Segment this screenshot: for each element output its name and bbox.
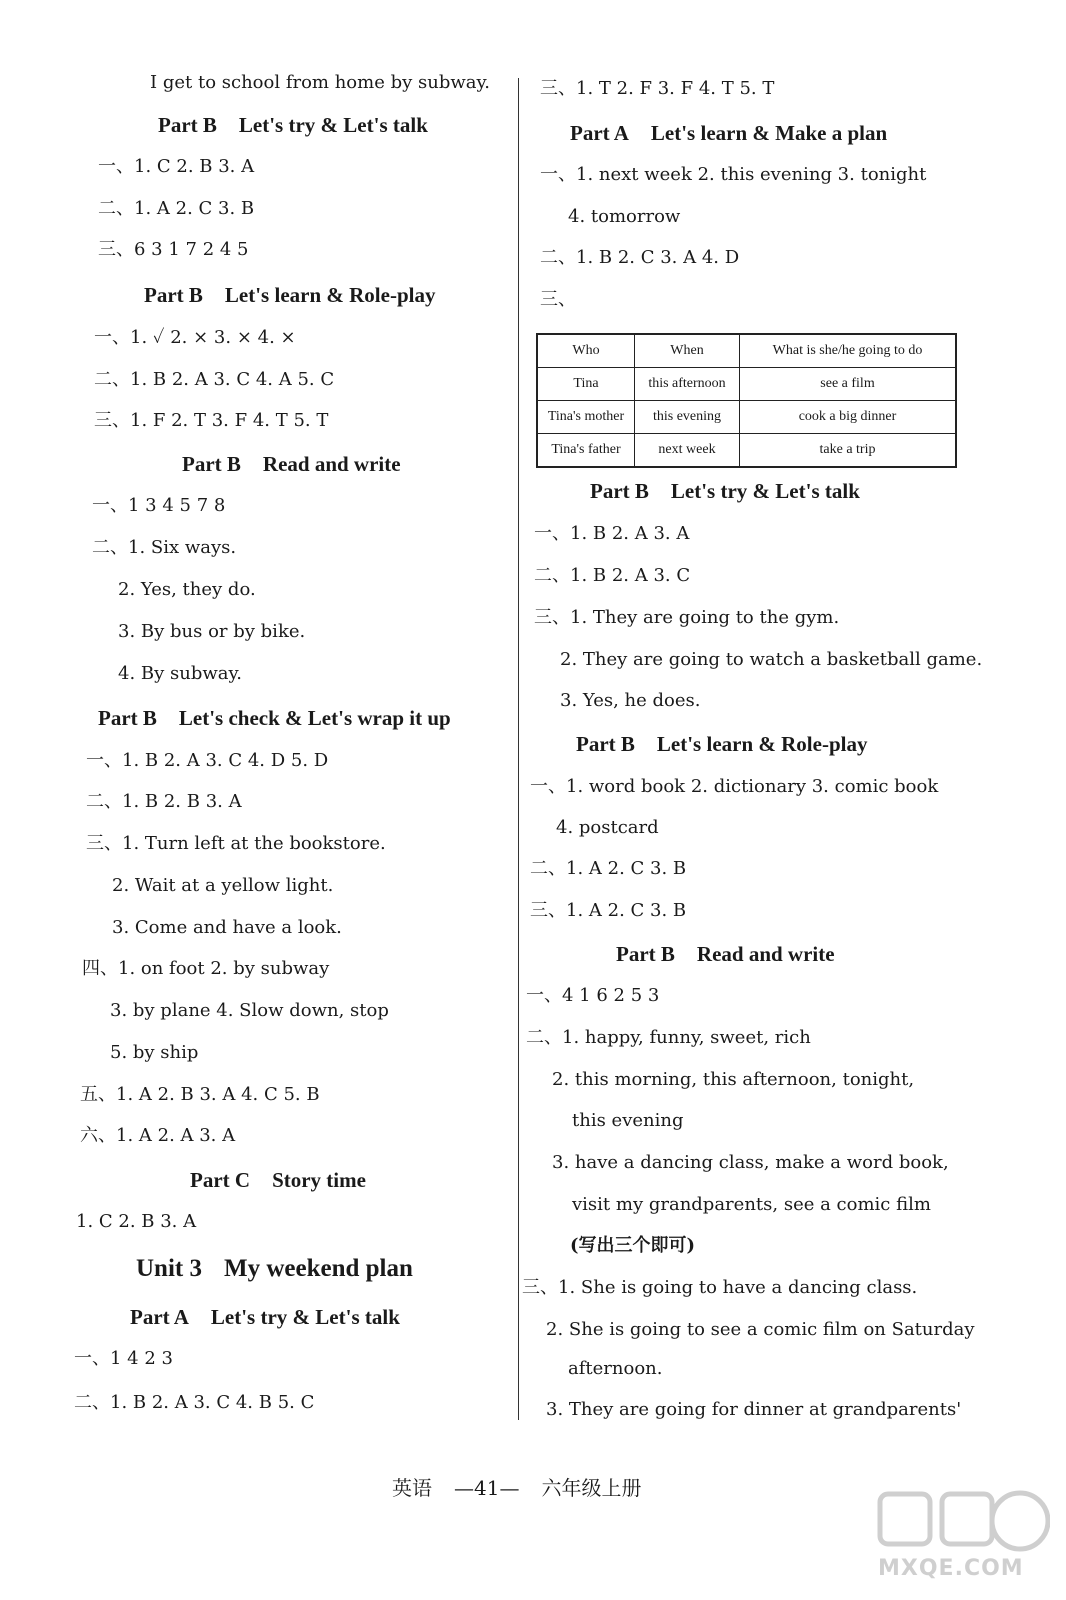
answer-line: 一、1. ✓ 2. × 3. × 4. × bbox=[94, 327, 296, 348]
heading-title: Read and write bbox=[696, 942, 835, 966]
heading-title: Let's try & Let's talk bbox=[210, 1305, 400, 1329]
watermark-text: MXQE.COM bbox=[878, 1556, 1024, 1581]
table-cell: this evening bbox=[635, 401, 740, 434]
answer-line: 2. Wait at a yellow light. bbox=[112, 875, 334, 896]
answer-line: 2. She is going to see a comic film on Saturday bbox=[546, 1319, 975, 1340]
section-heading bbox=[130, 1304, 400, 1330]
heading-title: Let's learn & Make a plan bbox=[650, 121, 888, 145]
section-heading bbox=[182, 451, 401, 477]
table-header-cell: When bbox=[635, 334, 740, 368]
answer-line: 二、1. Six ways. bbox=[92, 537, 237, 558]
answer-line: 三、1. T 2. F 3. F 4. T 5. T bbox=[540, 78, 775, 99]
heading-part: Part B bbox=[590, 479, 649, 503]
answer-line: 一、1 4 2 3 bbox=[74, 1348, 173, 1369]
table-header-row bbox=[537, 334, 956, 368]
table-cell: cook a big dinner bbox=[740, 401, 957, 434]
answer-line: 二、1. B 2. A 3. C 4. A 5. C bbox=[94, 369, 335, 390]
answer-line: 一、1. B 2. A 3. A bbox=[534, 523, 690, 544]
answer-line: 三、1. They are going to the gym. bbox=[534, 607, 840, 628]
footer-grade: 六年级上册 bbox=[541, 1476, 642, 1500]
heading-part: Part B bbox=[98, 706, 157, 730]
section-heading bbox=[616, 941, 835, 967]
heading-part: Part B bbox=[144, 283, 203, 307]
answer-line: 一、1. B 2. A 3. C 4. D 5. D bbox=[86, 750, 329, 771]
answer-line: 三、1. Turn left at the bookstore. bbox=[86, 833, 386, 854]
unit-number: Unit 3 bbox=[136, 1255, 202, 1282]
section-heading bbox=[190, 1167, 366, 1193]
answer-line: 3. By bus or by bike. bbox=[118, 621, 306, 642]
table-cell: take a trip bbox=[740, 434, 957, 468]
watermark-logo bbox=[870, 1486, 1050, 1586]
answer-line: 1. C 2. B 3. A bbox=[76, 1211, 197, 1232]
footer-subject: 英语 bbox=[392, 1476, 432, 1500]
table-cell: Tina bbox=[537, 368, 635, 401]
table-header-cell: What is she/he going to do bbox=[740, 334, 957, 368]
answer-line: 2. this morning, this afternoon, tonight, bbox=[552, 1069, 915, 1090]
section-heading bbox=[144, 282, 435, 308]
heading-part: Part C bbox=[190, 1168, 251, 1192]
table-row bbox=[537, 368, 956, 401]
answer-line: 六、1. A 2. A 3. A bbox=[80, 1125, 236, 1146]
answer-line: 三、 bbox=[540, 289, 576, 310]
answer-line: 2. Yes, they do. bbox=[118, 579, 256, 600]
heading-part: Part B bbox=[158, 113, 217, 137]
answer-line: afternoon. bbox=[568, 1358, 663, 1379]
answer-line: 5. by ship bbox=[110, 1042, 199, 1063]
table-cell: Tina's father bbox=[537, 434, 635, 468]
heading-title: Let's try & Let's talk bbox=[670, 479, 860, 503]
answer-line: 二、1. A 2. C 3. B bbox=[98, 198, 255, 219]
section-heading bbox=[570, 120, 887, 146]
table-cell: this afternoon bbox=[635, 368, 740, 401]
unit-title: My weekend plan bbox=[223, 1255, 413, 1282]
table-cell: see a film bbox=[740, 368, 957, 401]
answer-line: 二、1. A 2. C 3. B bbox=[530, 858, 687, 879]
table-header-cell: Who bbox=[537, 334, 635, 368]
heading-part: Part B bbox=[576, 732, 635, 756]
answer-line: 一、1. C 2. B 3. A bbox=[98, 156, 255, 177]
answer-line: 3. Yes, he does. bbox=[560, 690, 701, 711]
answer-line: 一、1. next week 2. this evening 3. tonight bbox=[540, 164, 927, 185]
heading-part: Part B bbox=[182, 452, 241, 476]
page-footer bbox=[392, 1472, 663, 1501]
heading-title: Let's check & Let's wrap it up bbox=[178, 706, 451, 730]
answer-line: this evening bbox=[572, 1110, 684, 1131]
answer-line: 一、4 1 6 2 5 3 bbox=[526, 985, 660, 1006]
answer-line: 三、1. F 2. T 3. F 4. T 5. T bbox=[94, 410, 329, 431]
section-heading bbox=[576, 731, 867, 757]
column-divider bbox=[518, 78, 519, 1420]
answer-line: 三、1. A 2. C 3. B bbox=[530, 900, 687, 921]
answer-line: 三、6 3 1 7 2 4 5 bbox=[98, 239, 249, 260]
page-number: —41— bbox=[454, 1476, 520, 1500]
answer-line: 一、1 3 4 5 7 8 bbox=[92, 495, 226, 516]
answer-line: 三、1. She is going to have a dancing class. bbox=[522, 1277, 918, 1298]
answer-line: 二、1. B 2. A 3. C 4. B 5. C bbox=[74, 1392, 315, 1413]
answer-note: (写出三个即可) bbox=[570, 1235, 696, 1256]
heading-title: Story time bbox=[272, 1168, 366, 1192]
answer-line: 一、1. word book 2. dictionary 3. comic book bbox=[530, 776, 939, 797]
answer-line: 二、1. B 2. C 3. A 4. D bbox=[540, 247, 740, 268]
heading-part: Part A bbox=[570, 121, 629, 145]
heading-part: Part A bbox=[130, 1305, 189, 1329]
answer-line: 3. by plane 4. Slow down, stop bbox=[110, 1000, 389, 1021]
plan-table bbox=[536, 333, 957, 468]
answer-line: 3. Come and have a look. bbox=[112, 917, 342, 938]
table-row bbox=[537, 401, 956, 434]
answer-line: 五、1. A 2. B 3. A 4. C 5. B bbox=[80, 1084, 320, 1105]
answer-line: 4. postcard bbox=[556, 817, 659, 838]
answer-line: I get to school from home by subway. bbox=[150, 72, 490, 93]
answer-line: 4. By subway. bbox=[118, 663, 243, 684]
answer-line: 3. have a dancing class, make a word book, bbox=[552, 1152, 949, 1173]
answer-line: visit my grandparents, see a comic film bbox=[572, 1194, 931, 1215]
answer-line: 四、1. on foot 2. by subway bbox=[82, 958, 330, 979]
answer-line: 2. They are going to watch a basketball game. bbox=[560, 649, 983, 670]
heading-title: Let's learn & Role-play bbox=[224, 283, 436, 307]
table-cell: next week bbox=[635, 434, 740, 468]
answer-line: 4. tomorrow bbox=[568, 206, 681, 227]
section-heading bbox=[590, 478, 860, 504]
heading-part: Part B bbox=[616, 942, 675, 966]
heading-title: Let's try & Let's talk bbox=[238, 113, 428, 137]
answer-line: 3. They are going for dinner at grandparents' bbox=[546, 1399, 962, 1420]
table-cell: Tina's mother bbox=[537, 401, 635, 434]
heading-title: Read and write bbox=[262, 452, 401, 476]
answer-line: 二、1. B 2. A 3. C bbox=[534, 565, 691, 586]
section-heading bbox=[158, 112, 428, 138]
answer-line: 二、1. happy, funny, sweet, rich bbox=[526, 1027, 811, 1048]
heading-title: Let's learn & Role-play bbox=[656, 732, 868, 756]
section-heading bbox=[98, 705, 451, 731]
watermark-seal-icon bbox=[870, 1486, 1050, 1556]
answer-line: 二、1. B 2. B 3. A bbox=[86, 791, 242, 812]
table-row bbox=[537, 434, 956, 468]
unit-heading bbox=[136, 1254, 413, 1284]
